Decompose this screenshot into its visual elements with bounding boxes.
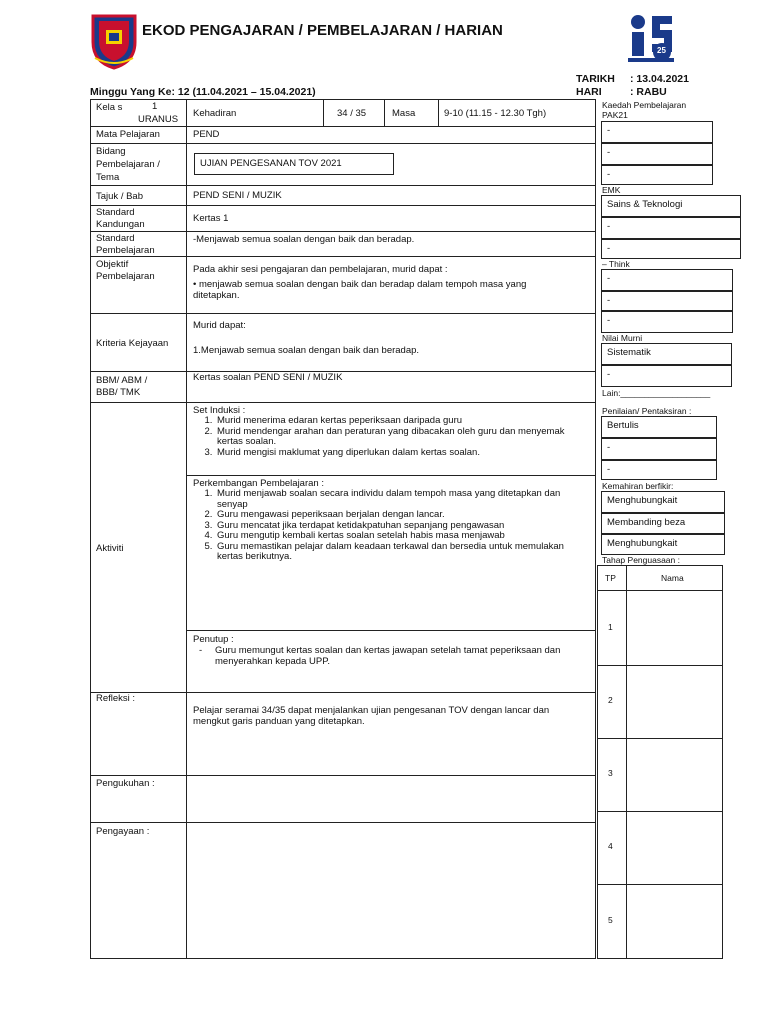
kriteria-intro: Murid dapat: — [193, 320, 246, 331]
tajuk-value: PEND SENI / MUZIK — [193, 190, 282, 201]
emk-dash-1: - — [607, 221, 611, 232]
bidang-value: UJIAN PENGESANAN TOV 2021 — [200, 158, 342, 169]
tp-level: 2 — [608, 695, 613, 705]
page-title: EKOD PENGAJARAN / PEMBELAJARAN / HARIAN — [142, 22, 503, 39]
sk-value: Kertas 1 — [193, 213, 229, 224]
list-item: 2. Murid mendengar arahan dan peraturan yang dibacakan oleh guru dan menyemak kertas soalan. — [215, 427, 588, 448]
lain-label: Lain:___________________ — [602, 388, 711, 398]
week-label: Minggu Yang Ke: 12 (11.04.2021 – 15.04.2021) — [90, 86, 316, 98]
nilai-title: Nilai Murni — [602, 333, 643, 343]
kaedah-box-1 — [601, 121, 713, 143]
set-induksi-title: Set Induksi : — [193, 405, 246, 416]
masa-label: Masa — [392, 108, 416, 119]
kaedah-dash-1: - — [607, 125, 611, 136]
tp-level: 3 — [608, 768, 613, 778]
kelas-number: 1 — [152, 101, 158, 112]
penilaian-value: Bertulis — [607, 420, 639, 431]
kaedah-box-3 — [601, 165, 713, 185]
list-item: 4. Guru mengutip kembali kertas soalan setelah habis masa menjawab — [215, 531, 588, 542]
objektif-label: Objektif Pembelajaran — [96, 259, 155, 282]
tajuk-label: Tajuk / Bab — [96, 191, 143, 202]
kaedah-dash-3: - — [607, 169, 611, 180]
think-title: – Think — [602, 259, 630, 269]
objektif-intro: Pada akhir sesi pengajaran dan pembelajaran, murid dapat : — [193, 264, 448, 275]
emk-box-2 — [601, 217, 741, 239]
kelas-label: Kela s — [96, 102, 123, 113]
day-value: : RABU — [630, 86, 667, 98]
emk-value: Sains & Teknologi — [607, 199, 683, 210]
nama-header: Nama — [661, 573, 684, 583]
nilai-dash: - — [607, 369, 611, 380]
day-label: HARI — [576, 86, 602, 98]
penutup-item: Guru memungut kertas soalan dan kertas jawapan setelah tamat peperiksaan dan menyerahkan kepada UPP. — [215, 645, 561, 667]
emk-title: EMK — [602, 185, 621, 195]
nilai-value: Sistematik — [607, 347, 651, 358]
sk-label: Standard Kandungan — [96, 207, 145, 230]
refleksi-value: Pelajar seramai 34/35 dapat menjalankan ujian pengesanan TOV dengan lancar dan mengkut garis panduan yang ditetapkan. — [193, 705, 550, 727]
school-logo — [89, 12, 139, 70]
tp-level: 5 — [608, 915, 613, 925]
think-box-1 — [601, 269, 733, 291]
mata-pelajaran-value: PEND — [193, 129, 220, 140]
kehadiran-value: 34 / 35 — [337, 108, 367, 119]
list-item: 1. Murid menjawab soalan secara individu dalam tempoh masa yang ditetapkan dan senyap — [215, 489, 588, 510]
penilaian-dash-2: - — [607, 464, 611, 475]
penutup-title: Penutup : — [193, 634, 234, 645]
kehadiran-label: Kehadiran — [193, 108, 237, 119]
perkembangan-title: Perkembangan Pembelajaran : — [193, 478, 324, 489]
kemahiran-title: Kemahiran berfikir: — [602, 481, 674, 491]
set-induksi-list — [193, 416, 588, 458]
objektif-item: • menjawab semua soalan dengan baik dan beradap dalam tempoh masa yang ditetapkan. — [193, 279, 527, 301]
penilaian-box-3 — [601, 460, 717, 480]
date-value: : 13.04.2021 — [630, 73, 689, 85]
tahap-title: Tahap Penguasaan : — [602, 555, 680, 565]
kriteria-label: Kriteria Kejayaan — [96, 338, 169, 349]
kaedah-dash-2: - — [607, 147, 611, 158]
kemahiran-item: Menghubungkait — [607, 538, 678, 549]
list-item: 1. Murid menerima edaran kertas peperiksaan daripada guru — [215, 416, 588, 427]
bidang-label: Bidang Pembelajaran / Tema — [96, 146, 160, 183]
emk-dash-2: - — [607, 243, 611, 254]
kemahiran-box-1 — [601, 491, 725, 513]
perkembangan-list — [193, 489, 588, 563]
pengukuhan-label: Pengukuhan : — [96, 778, 155, 789]
think-box-3 — [601, 311, 733, 333]
penilaian-dash-1: - — [607, 442, 611, 453]
nilai-box-1 — [601, 343, 732, 365]
nilai-box-2 — [601, 365, 732, 387]
penutup-dash: - — [199, 645, 203, 656]
emk-box-3 — [601, 239, 741, 259]
list-item: 2. Guru mengawasi peperiksaan berjalan dengan lancar. — [215, 510, 588, 521]
bbm-value: Kertas soalan PEND SENI / MUZIK — [193, 372, 343, 383]
mata-pelajaran-label: Mata Pelajaran — [96, 129, 160, 140]
kemahiran-item: Menghubungkait — [607, 495, 678, 506]
list-item: 3. Guru mencatat jika terdapat ketidakpatuhan sepanjang pengawasan — [215, 521, 588, 532]
sp-label: Standard Pembelajaran — [96, 233, 155, 256]
penilaian-box-1 — [601, 416, 717, 438]
bbm-label: BBM/ ABM / BBB/ TMK — [96, 375, 148, 398]
tp-header: TP — [605, 573, 616, 583]
masa-value: 9-10 (11.15 - 12.30 Tgh) — [444, 108, 547, 119]
kaedah-title: Kaedah Pembelajaran PAK21 — [602, 100, 687, 120]
think-dash-2: - — [607, 295, 611, 306]
penilaian-title: Penilaian/ Pentaksiran : — [602, 406, 692, 416]
kemahiran-item: Membanding beza — [607, 517, 686, 528]
date-label: TARIKH — [576, 73, 615, 85]
kemahiran-box-3 — [601, 534, 725, 555]
sp-value: -Menjawab semua soalan dengan baik dan beradap. — [193, 234, 415, 245]
ministry-logo-number: 25 — [657, 46, 666, 55]
aktiviti-label: Aktiviti — [96, 543, 124, 554]
penilaian-box-2 — [601, 438, 717, 460]
list-item: 3. Murid mengisi maklumat yang diperlukan dalam kertas soalan. — [215, 448, 588, 459]
emk-box-1 — [601, 195, 741, 217]
tp-level: 1 — [608, 622, 613, 632]
kemahiran-box-2 — [601, 513, 725, 534]
think-box-2 — [601, 291, 733, 311]
list-item: 5. Guru memastikan pelajar dalam keadaan terkawal dan bersedia untuk memulakan kertas berikutnya. — [215, 542, 588, 563]
kelas-name: URANUS — [138, 114, 179, 125]
kaedah-box-2 — [601, 143, 713, 165]
think-dash-3: - — [607, 315, 611, 326]
kriteria-item: 1.Menjawab semua soalan dengan baik dan beradap. — [193, 345, 420, 356]
refleksi-label: Refleksi : — [96, 693, 136, 704]
pengayaan-label: Pengayaan : — [96, 826, 150, 837]
think-dash-1: - — [607, 273, 611, 284]
tp-level: 4 — [608, 841, 613, 851]
ministry-logo — [624, 10, 678, 66]
